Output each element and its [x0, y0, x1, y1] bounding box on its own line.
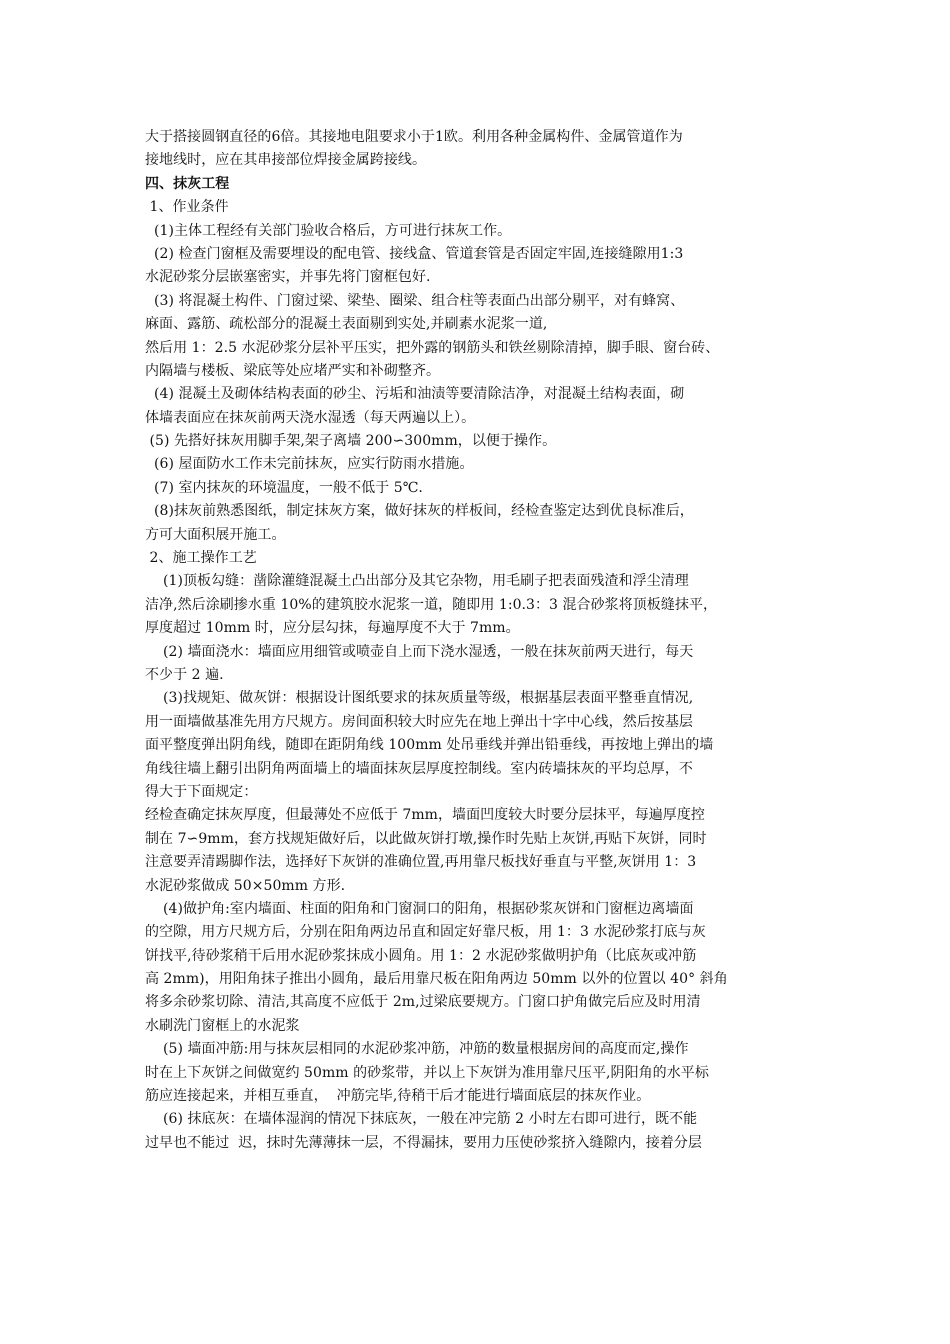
text-line: (3) 将混凝土构件、门窗过梁、梁垫、圈梁、组合柱等表面凸出部分剔平，对有蜂窝、 — [145, 292, 685, 309]
text-line: (2) 墙面浇水：墙面应用细管或喷壶自上而下浇水湿透，一般在抹灰前两天进行，每天 — [145, 643, 694, 660]
text-line: (4)做护角:室内墙面、柱面的阳角和门窗洞口的阳角，根据砂浆灰饼和门窗框边离墙面 — [145, 900, 694, 917]
text-line: 水泥砂浆做成 50×50mm 方形. — [145, 877, 346, 894]
text-line: (1)顶板勾缝：凿除灌缝混凝土凸出部分及其它杂物，用毛刷子把表面残渣和浮尘清理 — [145, 573, 689, 590]
text-line: 得大于下面规定： — [145, 783, 258, 800]
document-body — [145, 126, 815, 1155]
text-line: 角线往墙上翻引出阴角两面墙上的墙面抹灰层厚度控制线。室内砖墙抹灰的平均总厚，不 — [145, 760, 693, 777]
text-line: 经检查确定抹灰厚度，但最薄处不应低于 7mm，墙面凹度较大时要分层抹平，每遍厚度控 — [145, 807, 705, 824]
text-line: (8)抹灰前熟悉图纸，制定抹灰方案，做好抹灰的样板间，经检查鉴定达到优良标准后， — [145, 503, 694, 520]
text-line: (5) 墙面冲筋:用与抹灰层相同的水泥砂浆冲筋，冲筋的数量根据房间的高度而定,操作 — [145, 1041, 689, 1058]
text-line: 体墙表面应在抹灰前两天浇水湿透（每天两遍以上）。 — [145, 409, 476, 426]
text-line: 饼找平,待砂浆稍干后用水泥砂浆抹成小圆角。用 1：2 水泥砂浆做明护角（比底灰或冲筋 — [145, 947, 697, 964]
text-line: 不少于 2 遍. — [145, 666, 224, 683]
text-line: (4) 混凝土及砌体结构表面的砂尘、污垢和油渍等要清除洁净，对混凝土结构表面，砌 — [145, 386, 685, 403]
text-line: 麻面、露筋、疏松部分的混凝土表面剔到实处,并刷素水泥浆一道, — [145, 316, 548, 333]
text-line: 大于搭接圆钢直径的6倍。其接地电阻要求小于1欧。利用各种金属构件、金属管道作为 — [145, 129, 683, 145]
text-line: 高 2mm)，用阳角抹子推出小圆角，最后用靠尺板在阳角两边 50mm 以外的位置以 40° 斜角 — [145, 971, 728, 988]
text-line: 内隔墙与楼板、梁底等处应堵严实和补砌整齐。 — [145, 362, 441, 379]
text-line: 然后用 1：2.5 水泥砂浆分层补平压实，把外露的钢筋头和铁丝剔除清掉，脚手眼、窗台砖、 — [145, 339, 720, 356]
text-line: (3)找规矩、做灰饼：根据设计图纸要求的抹灰质量等级，根据基层表面平整垂直情况, — [145, 690, 694, 707]
text-line: 方可大面积展开施工。 — [145, 526, 286, 543]
text-line: 2、施工操作工艺 — [145, 550, 257, 567]
text-line: (6) 屋面防水工作未完前抹灰，应实行防雨水措施。 — [145, 456, 474, 473]
text-line: (5) 先搭好抹灰用脚手架,架子离墙 200∽300mm，以便于操作。 — [145, 433, 557, 450]
text-line: 接地线时，应在其串接部位焊接金属跨接线。 — [145, 152, 426, 169]
text-line: (2) 检查门窗框及需要埋设的配电管、接线盒、管道套管是否固定牢固,连接缝隙用1:3 — [145, 245, 684, 262]
text-line: 水刷洗门窗框上的水泥浆 — [145, 1017, 300, 1034]
text-line: 制在 7∽9mm，套方找规矩做好后，以此做灰饼打墩,操作时先贴上灰饼,再贴下灰饼，同时 — [145, 830, 707, 847]
text-line: 洁净,然后涂刷掺水重 10%的建筑胶水泥浆一道，随即用 1:0.3：3 混合砂浆将顶板缝抹平， — [145, 596, 718, 613]
text-line: 过早也不能过 迟，抹时先薄薄抹一层，不得漏抹，要用力压使砂浆挤入缝隙内，接着分层 — [145, 1134, 702, 1151]
text-line: 筋应连接起来，并相互垂直， 冲筋完毕,待稍干后才能进行墙面底层的抹灰作业。 — [145, 1088, 651, 1105]
text-line: 将多余砂浆切除、清洁,其高度不应低于 2m,过梁底要规方。门窗口护角做完后应及时用清 — [145, 994, 701, 1011]
text-line: 厚度超过 10mm 时，应分层勾抹，每遍厚度不大于 7mm。 — [145, 620, 520, 637]
text-line: 用一面墙做基准先用方尺规方。房间面积较大时应先在地上弹出十字中心线，然后按基层 — [145, 713, 693, 730]
text-line: 面平整度弹出阴角线，随即在距阴角线 100mm 处吊垂线并弹出铅垂线，再按地上弹出的墙 — [145, 737, 714, 754]
text-line: 1、作业条件 — [145, 199, 229, 216]
text-line: 注意要弄清踢脚作法，选择好下灰饼的准确位置,再用靠尺板找好垂直与平整,灰饼用 1：3 — [145, 854, 697, 871]
text-line: (1)主体工程经有关部门验收合格后，方可进行抹灰工作。 — [145, 222, 512, 239]
text-line: 水泥砂浆分层嵌塞密实，并事先将门窗框包好. — [145, 269, 431, 286]
text-line: (6) 抹底灰：在墙体湿润的情况下抹底灰，一般在冲完筋 2 小时左右即可进行，既不能 — [145, 1111, 698, 1128]
text-line: 时在上下灰饼之间做宽约 50mm 的砂浆带，并以上下灰饼为准用靠尺压平,阴阳角的水平标 — [145, 1064, 709, 1081]
section-heading: 四、抹灰工程 — [145, 175, 230, 192]
text-line: 的空隙，用方尺规方后，分别在阳角两边吊直和固定好靠尺板，用 1：3 水泥砂浆打底与灰 — [145, 924, 706, 941]
text-line: (7) 室内抹灰的环境温度，一般不低于 5℃. — [145, 479, 423, 496]
